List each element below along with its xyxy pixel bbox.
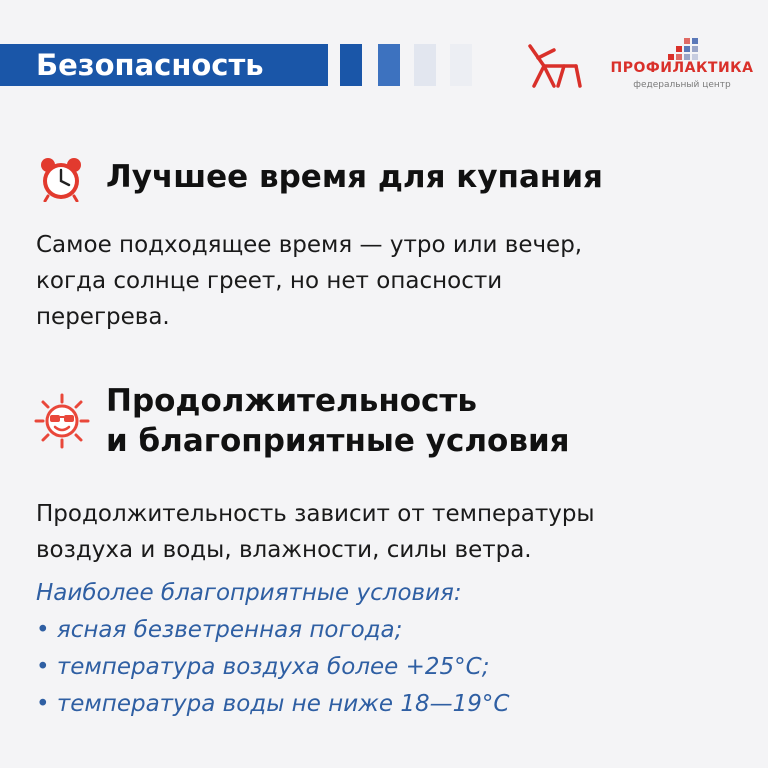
- notes-item: • ясная безветренная погода;: [36, 617, 403, 643]
- header-stripe: [340, 44, 362, 86]
- text-line: воздуха и воды, влажности, силы ветра.: [36, 537, 532, 563]
- section1-heading: Лучшее время для купания: [106, 159, 603, 195]
- section2-text: [36, 496, 595, 568]
- notes-item: • температура воздуха более +25°С;: [36, 654, 490, 680]
- conditions-notes: [36, 575, 509, 723]
- notes-title: Наиболее благоприятные условия:: [36, 580, 462, 606]
- sun-sunglasses-icon: [34, 393, 90, 449]
- logo-subtitle: федеральный центр: [633, 80, 731, 90]
- text-line: перегрева.: [36, 304, 170, 330]
- section1-text: [36, 227, 582, 335]
- text-line: Продолжительность зависит от температуры: [36, 501, 595, 527]
- heading-line: Продолжительность: [106, 383, 478, 419]
- logo-name: ПРОФИЛАКТИКА: [610, 60, 754, 76]
- heading-line: и благоприятные условия: [106, 423, 570, 459]
- header-title: Безопасность: [36, 48, 264, 82]
- alarm-clock-icon: [38, 156, 84, 202]
- header-stripe: [414, 44, 436, 86]
- chair-logo-icon: [524, 42, 584, 90]
- header-stripe: [378, 44, 400, 86]
- section2-heading: [106, 381, 570, 461]
- notes-item: • температура воды не ниже 18—19°С: [36, 691, 510, 717]
- logo-pixel-grid-icon: [668, 34, 700, 62]
- text-line: когда солнце греет, но нет опасности: [36, 268, 503, 294]
- text-line: Самое подходящее время — утро или вечер,: [36, 232, 583, 258]
- header-stripe: [450, 44, 472, 86]
